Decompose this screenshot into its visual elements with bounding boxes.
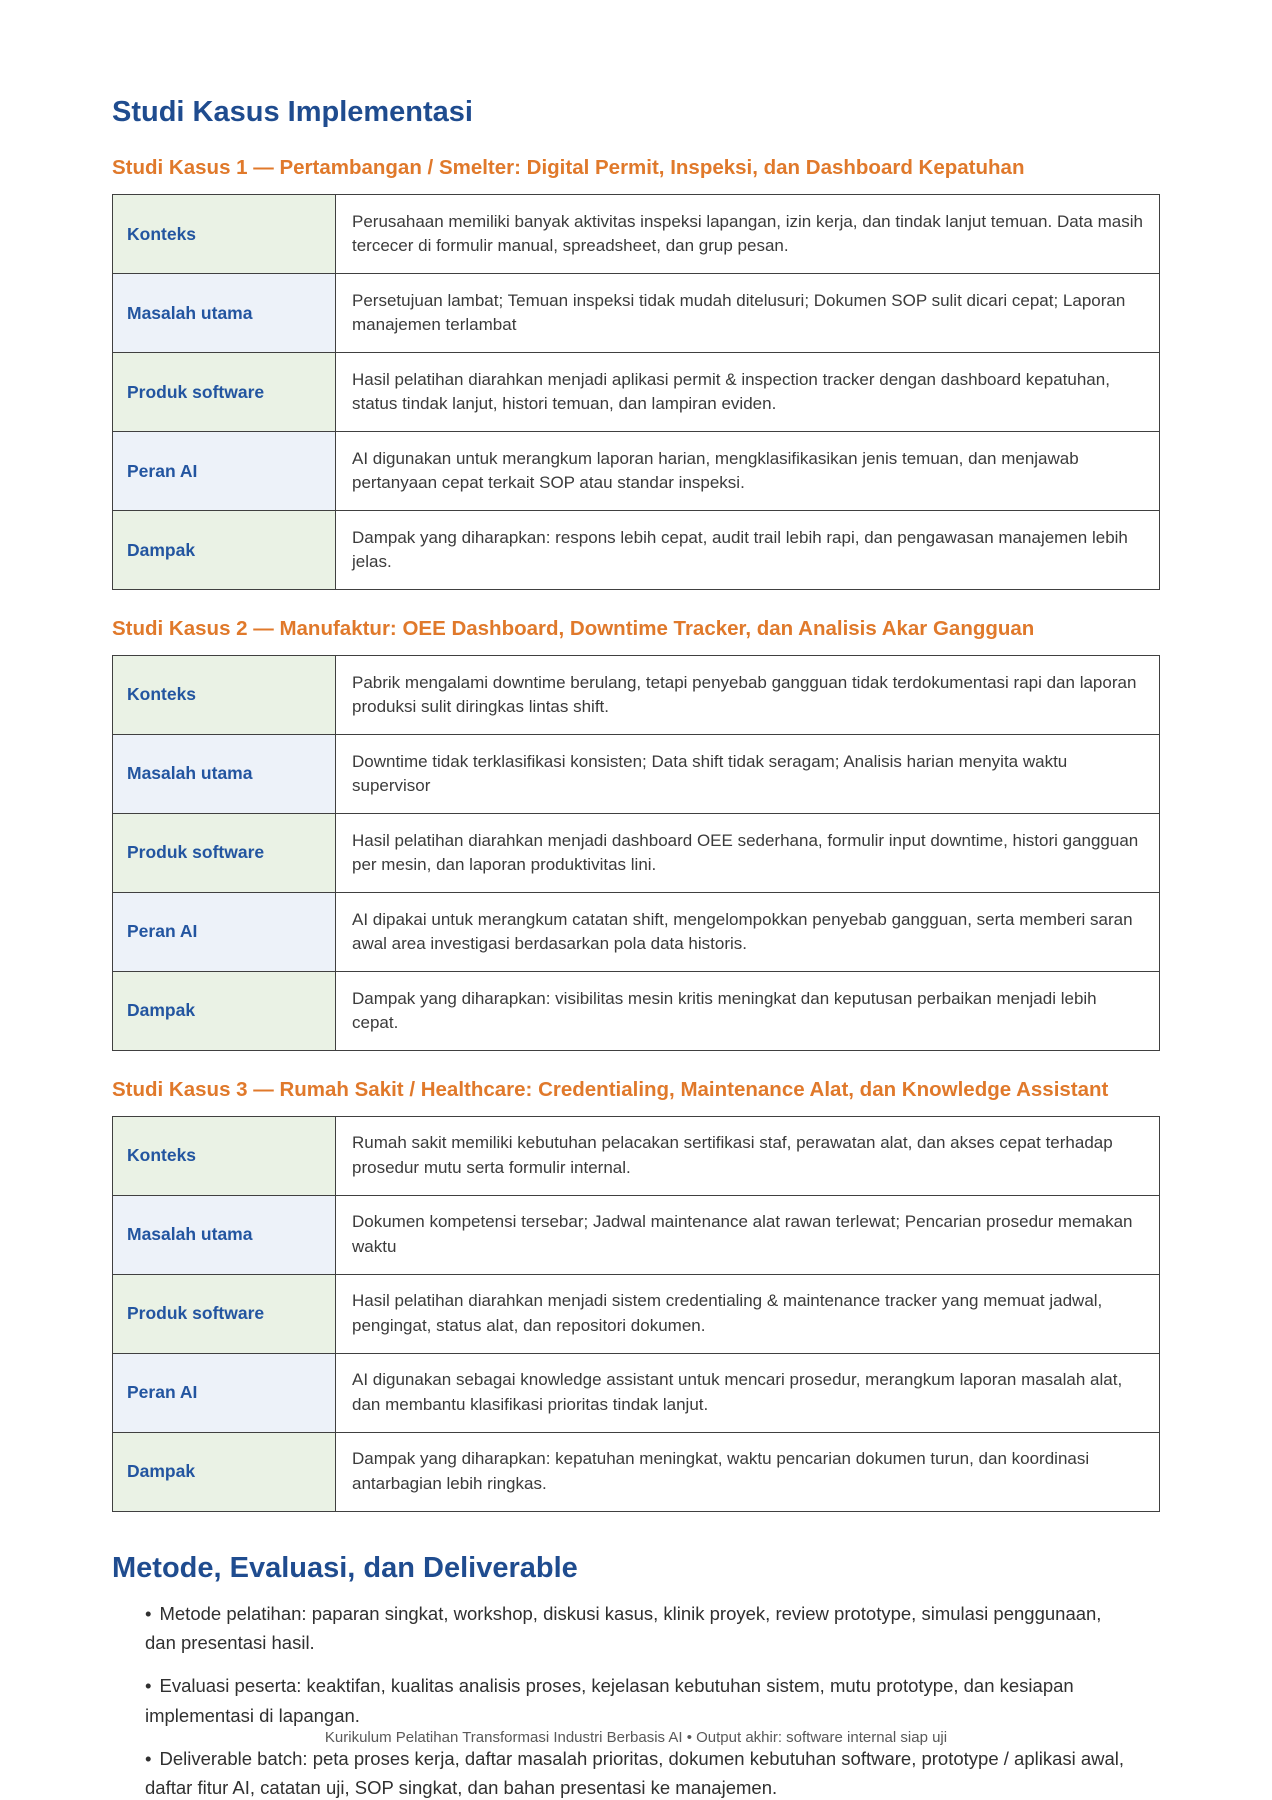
table-row — [113, 971, 1160, 1050]
row-text: Dokumen kompetensi tersebar; Jadwal maintenance alat rawan terlewat; Pencarian prosedur memakan waktu — [336, 1195, 1160, 1274]
table-row — [113, 892, 1160, 971]
case-study-2-section — [112, 614, 1160, 1051]
row-label-konteks: Konteks — [113, 655, 336, 734]
row-text: Dampak yang diharapkan: respons lebih cepat, audit trail lebih rapi, dan pengawasan manajemen lebih jelas. — [336, 511, 1160, 590]
row-text: Dampak yang diharapkan: kepatuhan meningkat, waktu pencarian dokumen turun, dan koordinasi antarbagian lebih ringkas. — [336, 1432, 1160, 1511]
page-content — [112, 0, 1160, 1800]
row-label-peran-ai: Peran AI — [113, 1353, 336, 1432]
case-study-3-section — [112, 1075, 1160, 1512]
row-label-dampak: Dampak — [113, 971, 336, 1050]
page-title: Studi Kasus Implementasi — [112, 96, 473, 128]
table-row — [113, 1353, 1160, 1432]
row-text: Downtime tidak terklasifikasi konsisten; Data shift tidak seragam; Analisis harian menyita waktu supervisor — [336, 734, 1160, 813]
page-footer: Kurikulum Pelatihan Transformasi Industri Berbasis AI • Output akhir: software internal siap uji — [324, 1729, 948, 1746]
row-text: Rumah sakit memiliki kebutuhan pelacakan sertifikasi staf, perawatan alat, dan akses cepat terhadap prosedur mutu serta formulir internal. — [336, 1116, 1160, 1195]
row-text: AI dipakai untuk merangkum catatan shift, mengelompokkan penyebab gangguan, serta memberi saran awal area investigasi berdasarkan pola data historis. — [336, 892, 1160, 971]
row-label-konteks: Konteks — [113, 1116, 336, 1195]
bullet-item — [145, 1671, 1125, 1729]
bullet-glyph: • — [145, 1747, 152, 1769]
row-text: Pabrik mengalami downtime berulang, tetapi penyebab gangguan tidak terdokumentasi rapi dan laporan produksi sulit diringkas lintas shift. — [336, 655, 1160, 734]
case-study-2-heading: Studi Kasus 2 — Manufaktur: OEE Dashboard, Downtime Tracker, dan Analisis Akar Gangguan — [112, 617, 1035, 641]
row-text: Dampak yang diharapkan: visibilitas mesin kritis meningkat dan keputusan perbaikan menjadi lebih cepat. — [336, 971, 1160, 1050]
case-study-3-table — [112, 1116, 1160, 1512]
bullet-text: Evaluasi peserta: keaktifan, kualitas analisis proses, kejelasan kebutuhan sistem, mutu prototype, dan kesiapan implementasi di lapangan. — [145, 1675, 1074, 1726]
row-text: Hasil pelatihan diarahkan menjadi sistem credentialing & maintenance tracker yang memuat jadwal, pengingat, status alat, dan repositori dokumen. — [336, 1274, 1160, 1353]
table-row — [113, 813, 1160, 892]
row-label-produk-software: Produk software — [113, 813, 336, 892]
table-row — [113, 1195, 1160, 1274]
row-text: Perusahaan memiliki banyak aktivitas inspeksi lapangan, izin kerja, dan tindak lanjut temuan. Data masih tercecer di formulir manual, spreadsheet, dan grup pesan. — [336, 195, 1160, 274]
table-row — [113, 1116, 1160, 1195]
case-study-2-table — [112, 655, 1160, 1051]
bullet-glyph: • — [145, 1675, 152, 1697]
row-text: Persetujuan lambat; Temuan inspeksi tidak mudah ditelusuri; Dokumen SOP sulit dicari cepat; Laporan manajemen terlambat — [336, 274, 1160, 353]
case-study-3-heading: Studi Kasus 3 — Rumah Sakit / Healthcare: Credentialing, Maintenance Alat, dan Knowledge Assistant — [112, 1077, 1109, 1101]
table-row — [113, 353, 1160, 432]
table-row — [113, 1432, 1160, 1511]
table-row — [113, 734, 1160, 813]
row-text: AI digunakan untuk merangkum laporan harian, mengklasifikasikan jenis temuan, dan menjawab pertanyaan cepat terkait SOP atau standar inspeksi. — [336, 432, 1160, 511]
bullet-item — [145, 1599, 1125, 1657]
row-label-masalah-utama: Masalah utama — [113, 1195, 336, 1274]
case-study-1-heading: Studi Kasus 1 — Pertambangan / Smelter: Digital Permit, Inspeksi, dan Dashboard Kepatuhan — [112, 156, 1025, 180]
row-text: AI digunakan sebagai knowledge assistant untuk mencari prosedur, merangkum laporan masalah alat, dan membantu klasifikasi prioritas tindak lanjut. — [336, 1353, 1160, 1432]
table-row — [113, 432, 1160, 511]
row-label-dampak: Dampak — [113, 511, 336, 590]
method-bullet-list — [112, 1599, 1125, 1800]
row-label-konteks: Konteks — [113, 195, 336, 274]
row-text: Hasil pelatihan diarahkan menjadi aplikasi permit & inspection tracker dengan dashboard kepatuhan, status tindak lanjut, histori temuan, dan lampiran eviden. — [336, 353, 1160, 432]
row-label-peran-ai: Peran AI — [113, 432, 336, 511]
row-label-produk-software: Produk software — [113, 1274, 336, 1353]
table-row — [113, 511, 1160, 590]
case-study-1-table — [112, 194, 1160, 590]
row-label-dampak: Dampak — [113, 1432, 336, 1511]
bullet-text: Metode pelatihan: paparan singkat, workshop, diskusi kasus, klinik proyek, review prototype, simulasi penggunaan, dan presentasi hasil. — [145, 1602, 1102, 1654]
row-label-produk-software: Produk software — [113, 353, 336, 432]
table-row — [113, 274, 1160, 353]
table-row — [113, 195, 1160, 274]
table-row — [113, 1274, 1160, 1353]
row-label-masalah-utama: Masalah utama — [113, 734, 336, 813]
row-label-peran-ai: Peran AI — [113, 892, 336, 971]
row-text: Hasil pelatihan diarahkan menjadi dashboard OEE sederhana, formulir input downtime, histori gangguan per mesin, dan laporan produktivitas lini. — [336, 813, 1160, 892]
bullet-text: Deliverable batch: peta proses kerja, daftar masalah prioritas, dokumen kebutuhan software, prototype / aplikasi awal, daftar fitur AI, catatan uji, SOP singkat, dan bahan presentasi ke manajemen. — [145, 1747, 1125, 1799]
method-section-title: Metode, Evaluasi, dan Deliverable — [112, 1551, 578, 1584]
row-label-masalah-utama: Masalah utama — [113, 274, 336, 353]
table-row — [113, 655, 1160, 734]
case-study-1-section — [112, 153, 1160, 590]
bullet-item — [145, 1744, 1125, 1800]
bullet-glyph: • — [145, 1602, 152, 1624]
